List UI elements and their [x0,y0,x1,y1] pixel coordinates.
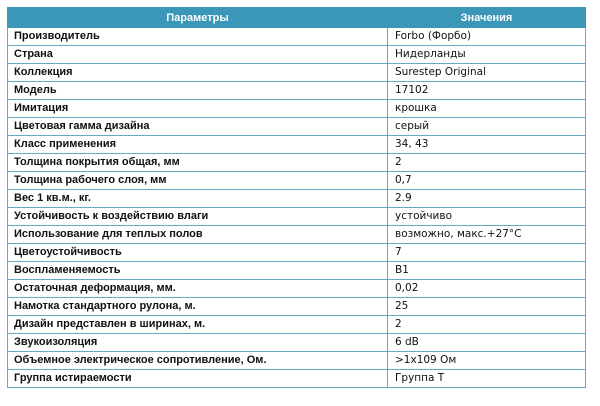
table-row [8,82,586,100]
value-cell: 2.9 [388,190,586,208]
value-cell: крошка [388,100,586,118]
table-row [8,352,586,370]
value-cell: >1x109 Ом [388,352,586,370]
table-row [8,190,586,208]
param-cell: Группа истираемости [8,370,388,388]
param-cell: Использование для теплых полов [8,226,388,244]
param-cell: Воспламеняемость [8,262,388,280]
value-cell: 7 [388,244,586,262]
param-cell: Толщина покрытия общая, мм [8,154,388,172]
table-row [8,100,586,118]
param-cell: Объемное электрическое сопротивление, Ом. [8,352,388,370]
table-row [8,208,586,226]
header-values: Значения [388,8,586,28]
value-cell: серый [388,118,586,136]
value-cell: устойчиво [388,208,586,226]
header-parameters: Параметры [8,8,388,28]
table-row [8,64,586,82]
table-row [8,154,586,172]
param-cell: Класс применения [8,136,388,154]
param-cell: Имитация [8,100,388,118]
table-row [8,226,586,244]
value-cell: 0,02 [388,280,586,298]
table-row [8,46,586,64]
value-cell: Surestep Original [388,64,586,82]
param-cell: Страна [8,46,388,64]
value-cell: 2 [388,316,586,334]
param-cell: Намотка стандартного рулона, м. [8,298,388,316]
value-cell: Нидерланды [388,46,586,64]
value-cell: Forbo (Форбо) [388,28,586,46]
specs-table [7,7,586,388]
table-row [8,118,586,136]
table-row [8,298,586,316]
value-cell: Группа Т [388,370,586,388]
value-cell: 2 [388,154,586,172]
table-row [8,316,586,334]
param-cell: Вес 1 кв.м., кг. [8,190,388,208]
table-row [8,280,586,298]
table-row [8,244,586,262]
param-cell: Модель [8,82,388,100]
table-row [8,334,586,352]
table-header-row [8,8,586,28]
param-cell: Производитель [8,28,388,46]
param-cell: Цветовая гамма дизайна [8,118,388,136]
value-cell: 25 [388,298,586,316]
table-row [8,370,586,388]
value-cell: 6 dB [388,334,586,352]
table-row [8,136,586,154]
table-row [8,262,586,280]
param-cell: Звукоизоляция [8,334,388,352]
param-cell: Толщина рабочего слоя, мм [8,172,388,190]
param-cell: Устойчивость к воздействию влаги [8,208,388,226]
table-row [8,28,586,46]
param-cell: Коллекция [8,64,388,82]
value-cell: 0,7 [388,172,586,190]
value-cell: возможно, макс.+27°С [388,226,586,244]
param-cell: Дизайн представлен в ширинах, м. [8,316,388,334]
table-row [8,172,586,190]
param-cell: Цветоустойчивость [8,244,388,262]
value-cell: 17102 [388,82,586,100]
value-cell: В1 [388,262,586,280]
value-cell: 34, 43 [388,136,586,154]
param-cell: Остаточная деформация, мм. [8,280,388,298]
